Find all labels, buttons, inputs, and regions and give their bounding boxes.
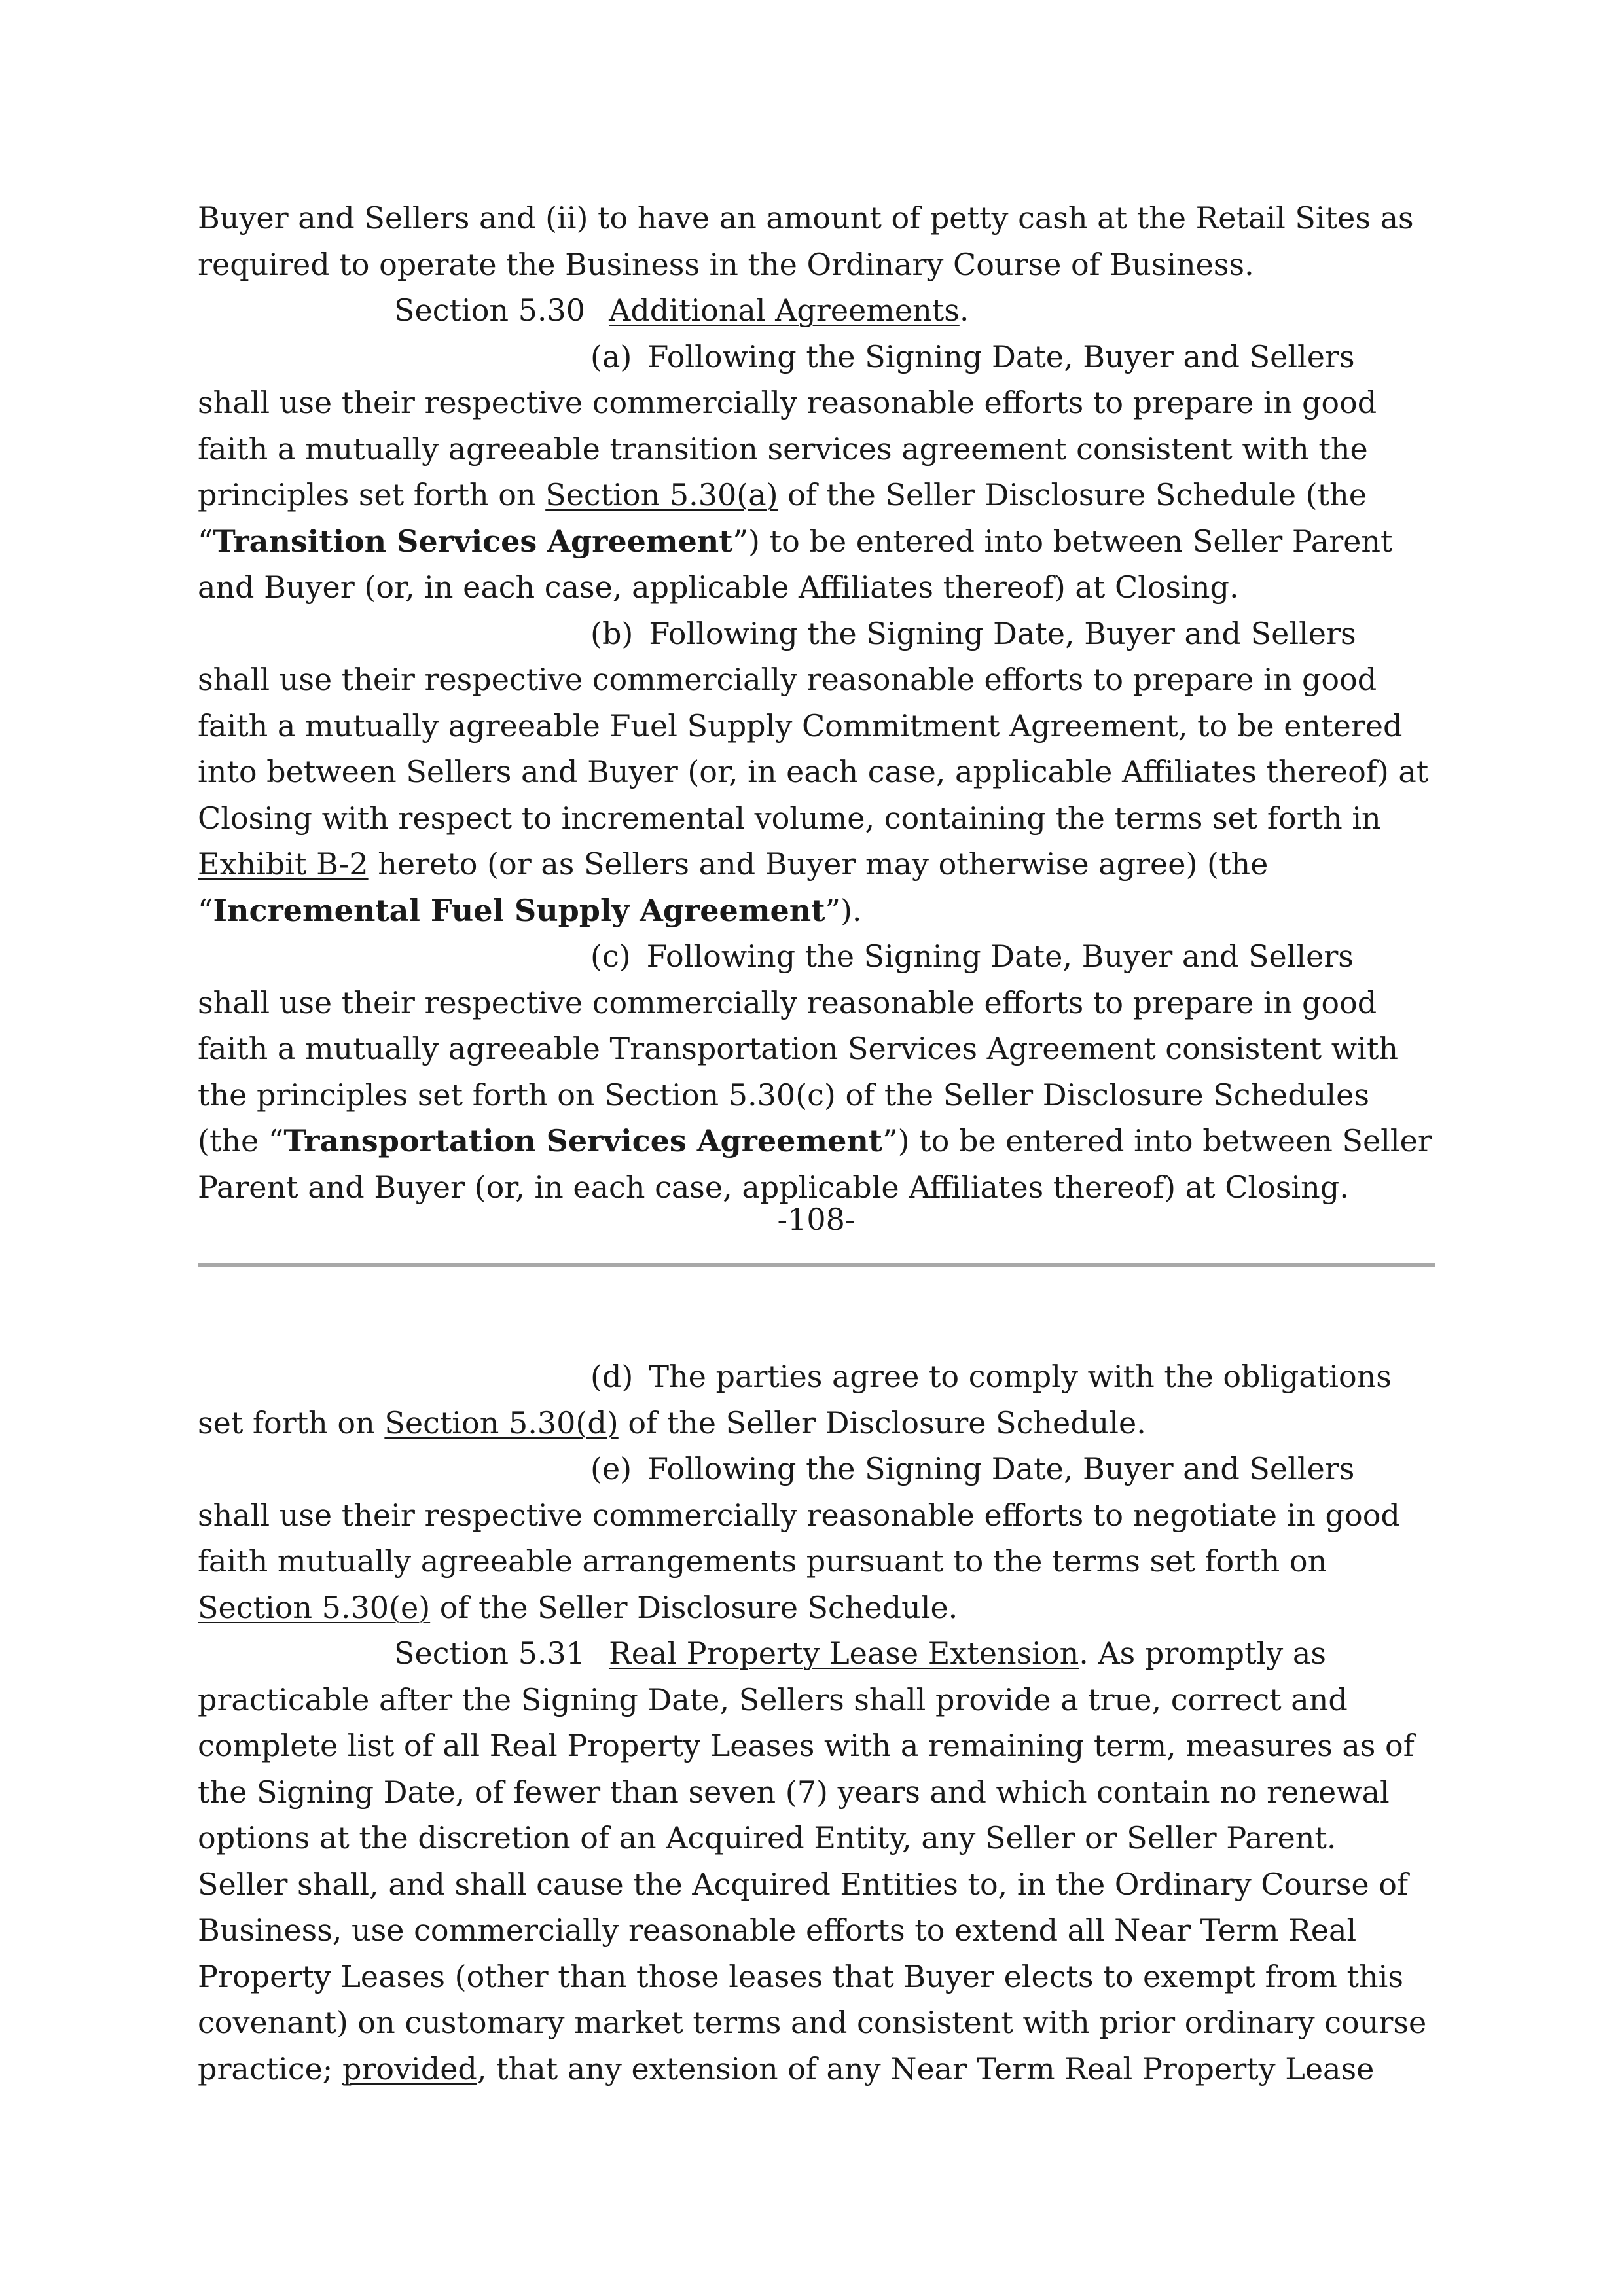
clause-text: Following the Signing Date, Buyer and Sellers shall use their respective commercially reasonable efforts to prepare in good faith a mutually agreeable Fuel Supply Commitment Agreement, to be entered into between Sellers and Buyer (or, in each case, applicable Affiliates thereof) at Closing with respect to incremental volume, containing the terms set forth in (198, 615, 1429, 836)
section-text: , that any extension of any Near Term Real Property Lease (477, 2051, 1375, 2087)
clause-text: of the Seller Disclosure Schedule. (618, 1405, 1146, 1441)
section-number: Section 5.30 (394, 293, 586, 328)
clause-text: ”). (825, 892, 862, 928)
clause-label: (c) (590, 939, 631, 974)
cross-reference: Section 5.30(a) (545, 477, 778, 512)
clause-label: (e) (590, 1451, 632, 1486)
page-number: -108- (777, 1202, 856, 1237)
clause-label: (a) (590, 338, 632, 374)
clause-d (198, 1354, 1435, 1446)
page-divider (198, 1263, 1435, 1267)
defined-term: Transportation Services Agreement (283, 1123, 883, 1158)
page-108-body (198, 195, 1435, 1210)
clause-e (198, 1446, 1435, 1630)
defined-term: Transition Services Agreement (213, 523, 733, 559)
page-109-body (198, 1354, 1435, 2092)
clause-label: (b) (590, 615, 634, 651)
continuation-paragraph: Buyer and Sellers and (ii) to have an amount of petty cash at the Retail Sites as required to operate the Business in the Ordinary Course of Business. (198, 200, 1414, 282)
clause-text: ”) to be entered into between Seller Parent and Buyer (or, in each case, applicable Affiliates thereof) at Closing. (198, 1123, 1432, 1205)
clause-text: ”) to be entered into between Seller Parent and Buyer (or, in each case, applicable Affiliates thereof) at Closing. (198, 523, 1393, 605)
section-5-31 (198, 1630, 1435, 2092)
proviso-term: provided (342, 2051, 477, 2087)
clause-a (198, 334, 1435, 611)
cross-reference: Exhibit B-2 (198, 846, 369, 882)
clause-text: The parties agree to comply with the obligations set forth on (198, 1359, 1392, 1441)
cross-reference: Section 5.30(e) (198, 1589, 431, 1625)
clause-b (198, 611, 1435, 934)
clause-text: Following the Signing Date, Buyer and Sellers shall use their respective commercially reasonable efforts to prepare in good faith a mutually agreeable Transportation Services Agreement consistent with the principles set forth on Section 5.30(c) of the Seller Disclosure Schedules (the “ (198, 939, 1398, 1158)
section-title: Real Property Lease Extension (609, 1636, 1079, 1671)
clause-text: of the Seller Disclosure Schedule (the “ (198, 477, 1367, 559)
clause-c (198, 933, 1435, 1210)
defined-term: Incremental Fuel Supply Agreement (213, 892, 825, 928)
clause-text: hereto (or as Sellers and Buyer may otherwise agree) (the “ (198, 846, 1269, 928)
section-number: Section 5.31 (394, 1636, 586, 1671)
section-title: Additional Agreements (609, 293, 960, 328)
clause-label: (d) (590, 1359, 634, 1394)
cross-reference: Section 5.30(d) (384, 1405, 619, 1441)
clause-text: of the Seller Disclosure Schedule. (430, 1589, 958, 1625)
section-5-30-heading (198, 287, 1435, 334)
section-text: . As promptly as practicable after the Signing Date, Sellers shall provide a true, correct and complete list of all Real Property Leases with a remaining term, measures as of the Signing Date, of fewer than seven (7) years and which contain no renewal options at the discretion of an Acquired Entity, any Seller or Seller Parent. Seller shall, and shall cause the Acquired Entities to, in the Ordinary Course of Business, use commercially reasonable efforts to extend all Near Term Real Property Leases (other than those leases that Buyer elects to exempt from this covenant) on customary market terms and consistent with prior ordinary course practice; (198, 1636, 1427, 2087)
heading-period: . (959, 293, 969, 328)
clause-text: Following the Signing Date, Buyer and Sellers shall use their respective commercially reasonable efforts to prepare in good faith a mutually agreeable transition services agreement consistent with the principles set forth on (198, 338, 1377, 512)
clause-text: Following the Signing Date, Buyer and Sellers shall use their respective commercially reasonable efforts to negotiate in good faith mutually agreeable arrangements pursuant to the terms set forth on (198, 1451, 1400, 1579)
